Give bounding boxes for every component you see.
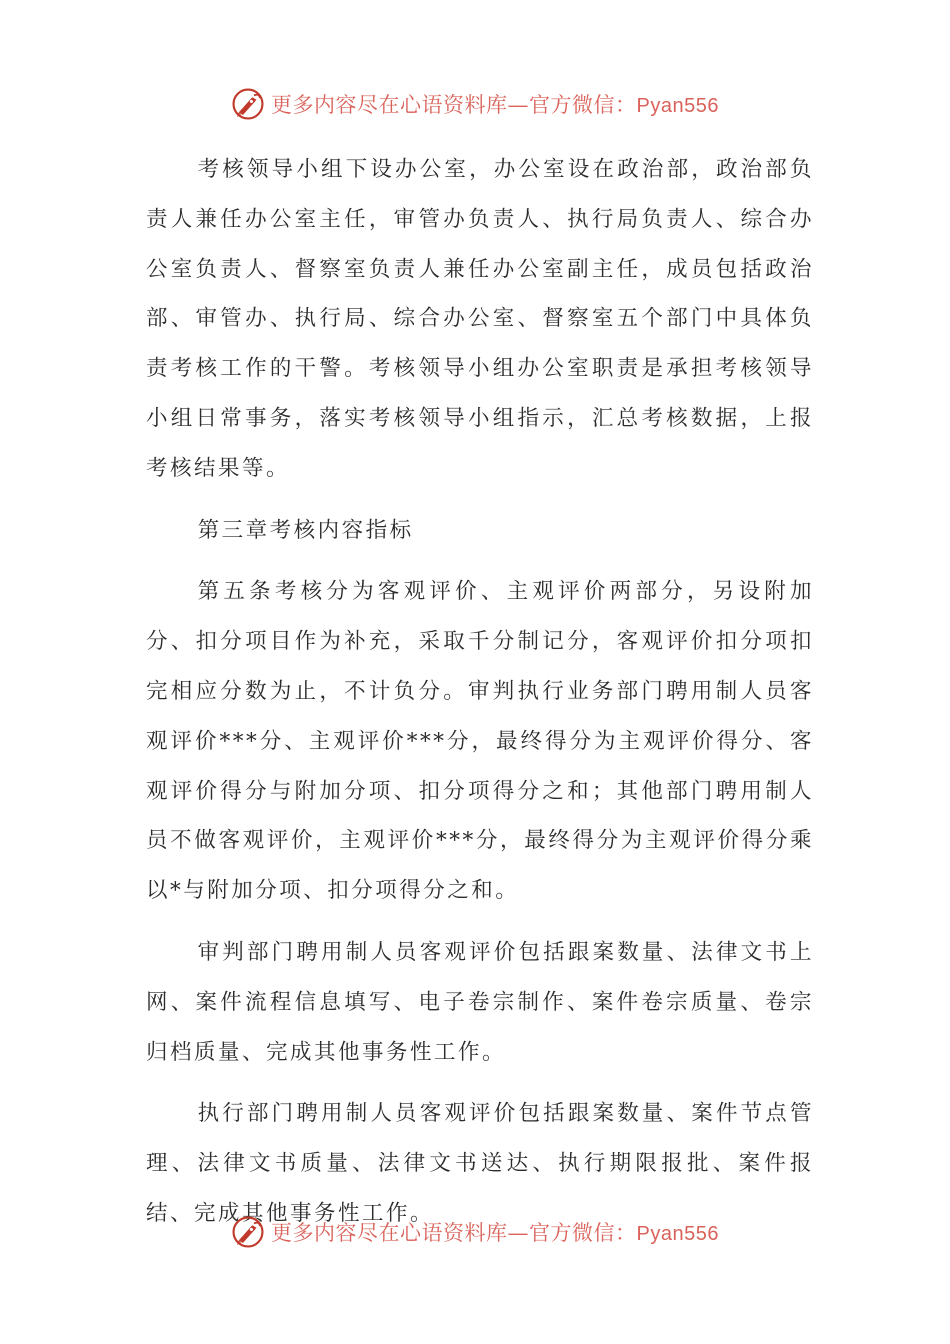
header-banner [0, 84, 950, 124]
spacer [146, 916, 814, 928]
header-banner-content [231, 87, 719, 121]
header-banner-label: 更多内容尽在心语资料库—官方微信： [271, 93, 637, 117]
paragraph-trial-dept: 审判部门聘用制人员客观评价包括跟案数量、法律文书上网、案件流程信息填写、电子卷宗制作、案件卷宗质量、卷宗归档质量、完成其他事务性工作。 [146, 939, 814, 1065]
paragraph-execution-dept: 执行部门聘用制人员客观评价包括跟案数量、案件节点管理、法律文书质量、法律文书送达、执行期限报批、案件报结、完成其他事务性工作。 [146, 1101, 814, 1226]
spacer [146, 494, 814, 506]
footer-banner-brand: Pyan556 [636, 1223, 719, 1245]
paragraph-article-five: 第五条考核分为客观评价、主观评价两部分，另设附加分、扣分项目作为补充，采取千分制记分，客观评价扣分项扣完相应分数为止，不计负分。审判执行业务部门聘用制人员客观评价***分、主观评价***分，最终得分为主观评价得分、客观评价得分与附加分项、扣分项得分之和；其他部门聘用制人员不做客观评价，主观评价***分，最终得分为主观评价得分乘以*与附加分项、扣分项得分之和。 [146, 579, 814, 904]
spacer [146, 1077, 814, 1089]
footer-banner [0, 1212, 950, 1252]
footer-banner-label: 更多内容尽在心语资料库—官方微信： [271, 1221, 637, 1245]
header-banner-text [271, 89, 719, 119]
pen-nib-logo-icon [231, 87, 265, 121]
footer-banner-text [271, 1217, 719, 1247]
spacer [146, 555, 814, 567]
header-banner-brand: Pyan556 [636, 95, 719, 117]
pen-nib-logo-icon [231, 1215, 265, 1249]
footer-banner-content [231, 1215, 719, 1249]
paragraph-office-setup: 考核领导小组下设办公室，办公室设在政治部，政治部负责人兼任办公室主任，审管办负责人、执行局负责人、综合办公室负责人、督察室负责人兼任办公室副主任，成员包括政治部、审管办、执行局、综合办公室、督察室五个部门中具体负责考核工作的干警。考核领导小组办公室职责是承担考核领导小组日常事务，落实考核领导小组指示，汇总考核数据，上报考核结果等。 [146, 157, 814, 481]
chapter-heading: 第三章考核内容指标 [197, 517, 414, 543]
document-body [146, 145, 814, 1239]
